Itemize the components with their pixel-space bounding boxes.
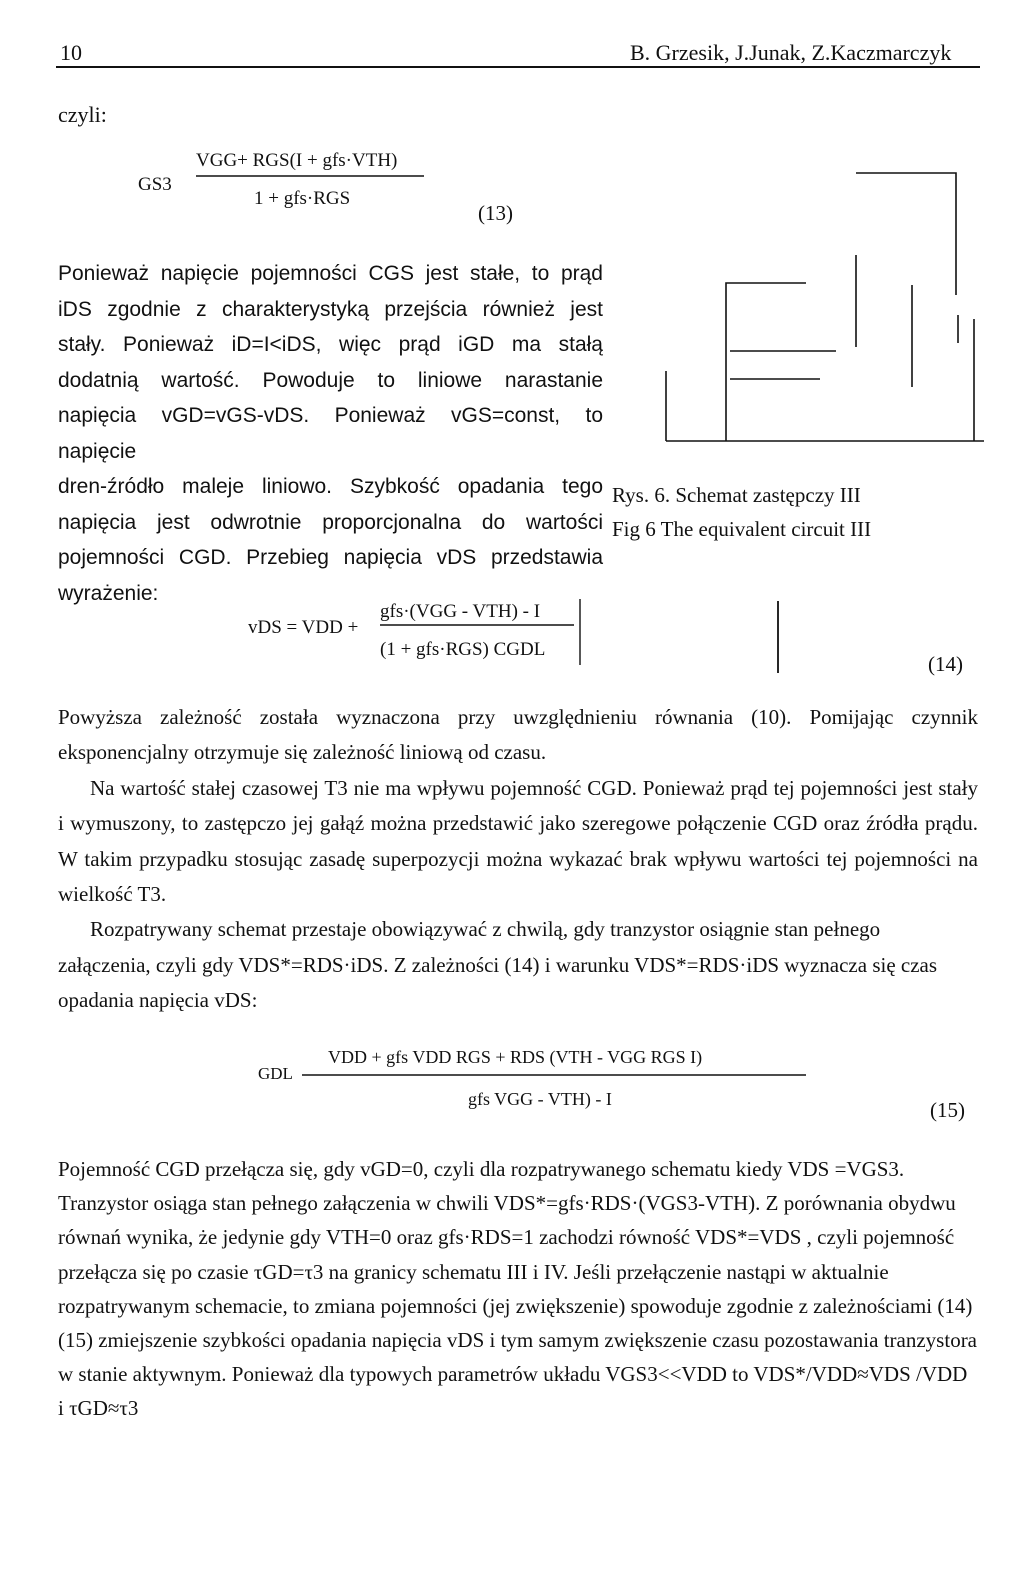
eq13-number: (13) (478, 201, 513, 225)
circuit-wire-top (856, 173, 956, 295)
body-paragraph: Rozpatrywany schemat przestaje obowiązywać z chwilą, gdy tranzystor osiągnie stan pełnego załączenia, czyli gdy VDS*=RDS·iDS. Z zależności (14) i warunku VDS*=RDS·iDS wyznacza się czas opadania napięcia vDS: (58, 917, 938, 1013)
eq14-denominator: (1 + gfs·RGS) CGDL (380, 639, 546, 660)
equation-14 (238, 585, 978, 685)
para1-line: pojemności CGD. Przebieg napięcia vDS przedstawia (58, 546, 603, 569)
para1-line: napięcia vGD=vGS-vDS. Ponieważ vGS=const, to napięcie (58, 404, 603, 463)
body-paragraph: Powyższa zależność została wyznaczona przy uwzględnieniu równania (10). Pomijając czynnik eksponencjalny otrzymuje się zależność liniową od czasu. (58, 705, 978, 765)
paragraph-before-figure (58, 256, 603, 611)
eq15-number: (15) (930, 1098, 965, 1122)
para1-line: napięcia jest odwrotnie proporcjonalna do wartości (58, 510, 603, 534)
eq14-number: (14) (928, 652, 963, 676)
header-rule (56, 66, 980, 68)
equation-13 (138, 138, 578, 238)
figure-caption-en: Fig 6 The equivalent circuit III (612, 517, 872, 541)
para1-line: stały. Ponieważ iD=I<iDS, więc prąd iGD ma stałą (58, 333, 603, 356)
eq15-numerator: VDD + gfs VDD RGS + RDS (VTH - VGG RGS I) (328, 1047, 703, 1067)
equivalent-circuit-diagram (620, 165, 986, 465)
eq15-lhs: GDL (258, 1064, 293, 1083)
para1-line: dren-źródło maleje liniowo. Szybkość opadania tego (58, 475, 603, 498)
eq13-lhs: GS3 (138, 174, 172, 195)
figure-caption (612, 478, 871, 546)
eq15-denominator: gfs VGG - VTH) - I (468, 1089, 612, 1109)
eq14-lhs: vDS = VDD + (248, 617, 359, 638)
body-paragraph: Pojemność CGD przełącza się, gdy vGD=0, czyli dla rozpatrywanego schematu kiedy VDS =VGS3. Tranzystor osiąga stan pełnego załączenia w chwili VDS*=gfs·RDS·(VGS3-VTH). Z porównania obydwu równań wynika, że jedynie gdy VTH=0 oraz gfs·RDS=1 zachodzi równość VDS*=VDS , czyli pojemność przełącza się po czasie τGD=τ3 na granicy schematu III i IV. Jeśli przełączenie nastąpi w aktualnie rozpatrywanym schemacie, to zmiana pojemności (jej zwiększenie) spowoduje zgodnie z zależnościami (14) (15) zmiejszenie szybkości opadania napięcia vDS i tym samym zwiększenie czasu pozostawania tranzystora w stanie aktywnym. Ponieważ dla typowych parametrów układu VGS3<<VDD to VDS*/VDD≈VDS /VDD i τGD≈τ3 (58, 1157, 978, 1421)
body-section-2 (58, 700, 978, 1019)
body-section-3 (58, 1152, 978, 1426)
circuit-wire-box (726, 283, 806, 441)
page-number: 10 (60, 40, 82, 65)
intro-text: czyli: (58, 102, 107, 127)
para1-line: dodatnią wartość. Powoduje to liniowe narastanie (58, 368, 603, 392)
equation-15 (248, 1035, 978, 1135)
para1-line: iDS zgodnie z charakterystyką przejścia również jest (58, 297, 603, 321)
eq13-numerator: VGG+ RGS(I + gfs·VTH) (196, 150, 398, 171)
running-header-authors: B. Grzesik, J.Junak, Z.Kaczmarczyk (630, 40, 952, 65)
eq14-numerator: gfs·(VGG - VTH) - I (380, 601, 541, 622)
body-paragraph: Na wartość stałej czasowej T3 nie ma wpływu pojemność CGD. Ponieważ prąd tej pojemności jest stały i wymuszony, to zastępczo jej gałąź można przedstawić jako szeregowe połączenie CGD oraz źródła prądu. W takim przypadku stosując zasadę superpozycji można wykazać brak wpływu wartości tej pojemności na wielkość T3. (58, 775, 978, 907)
para1-line: wyrażenie: (58, 581, 159, 605)
para1-line: Ponieważ napięcie pojemności CGS jest stałe, to prąd (58, 262, 603, 285)
eq13-denominator: 1 + gfs·RGS (254, 188, 351, 209)
figure-caption-pl: Rys. 6. Schemat zastępczy III (612, 483, 861, 507)
